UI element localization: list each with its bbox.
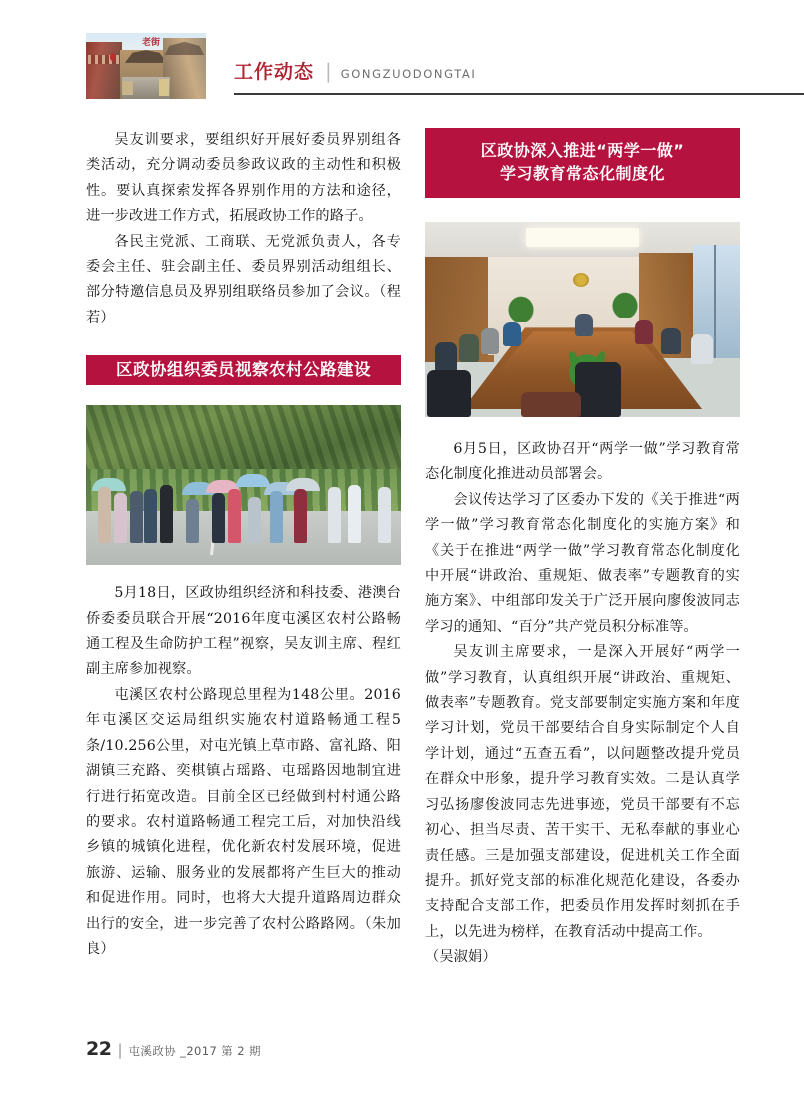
- two-studies-paragraph-3: 吴友训主席要求，一是深入开展好“两学一做”学习教育，认真组织开展“讲政治、重规矩、做表率”专题教育。党支部要制定实施方案和年度学习计划，党员干部要结合自身实际制定个人自学计划，通过“五查五看”，以问题整改提升党员在群众中形象，提升学习教育实效。二是认真学习弘扬廖俊波同志先进事迹，党员干部要有不忘初心、担当尽责、苦干实干、无私奉献的事业心责任感。三是加强支部建设，促进机关工作全面提升。抓好党支部的标准化规范化建设，各委办支持配合支部工作，把委员作用发挥时刻抓在手上，以先进为榜样，在教育活动中提高工作。: [425, 644, 740, 940]
- photo-umbrella: [236, 474, 270, 487]
- two-studies-paragraph-2: 会议传达学习了区委办下发的《关于推进“两学一做”学习教育常态化制度化的实施方案》和《关于在推进“两学一做”学习教育常态化制度化中开展“讲政治、重规矩、做表率”专题教育的实施方案》、中组部印发关于广泛开展向廖俊波同志学习的通知、“百分”共产党员积分标准等。: [425, 491, 740, 635]
- photo-attendee-foreground: [575, 362, 621, 417]
- masthead-rule: [234, 93, 804, 95]
- photo-attendee: [459, 334, 479, 362]
- photo-person: [248, 497, 261, 543]
- tunxi-old-street-photo: [86, 33, 206, 99]
- photo-person: [160, 485, 173, 543]
- photo-person: [114, 493, 127, 543]
- rural-road-paragraph-1: 5月18日，区政协组织经济和科技委、港澳台侨委委员联合开展“2016年度屯溪区农村公路畅通工程及生命防护工程”视察，吴友训主席、程红副主席参加视察。: [86, 585, 401, 678]
- two-studies-paragraph-1: 6月5日，区政协召开“两学一做”学习教育常态化制度化推进动员部署会。: [425, 441, 740, 483]
- section-title-cn: 工作动态: [234, 61, 315, 83]
- conference-meeting-photo: [425, 222, 740, 417]
- continued-paragraph-2: 各民主党派、工商联、无党派负责人，各专委会主任、驻会副主任、委员界别活动组组长、部分特邀信息员及界别组联络员参加了会议。（程若）: [86, 233, 401, 326]
- masthead-title: [234, 61, 476, 82]
- photo-shop-right: [159, 79, 169, 96]
- photo-person: [294, 489, 307, 543]
- photo-person: [186, 499, 199, 543]
- photo-person: [270, 491, 283, 543]
- photo-lantern: [110, 53, 115, 61]
- spacer: [86, 385, 401, 405]
- heading-line-2: 学习教育常态化制度化: [499, 164, 665, 183]
- spacer: [425, 198, 740, 222]
- left-column: [86, 128, 401, 962]
- rural-road-inspection-photo: [86, 405, 401, 565]
- photo-attendee: [691, 334, 713, 364]
- page-number: 22: [86, 1038, 112, 1060]
- two-studies-byline: （吴淑娟）: [425, 949, 497, 966]
- right-column: [425, 128, 740, 971]
- photo-attendee: [503, 322, 521, 346]
- old-street-seal-caption: 老街: [141, 38, 160, 48]
- photo-potted-plant-left: [504, 292, 538, 322]
- photo-attendee: [661, 328, 681, 354]
- rural-road-paragraph-2: 屯溪区农村公路现总里程为148公里。2016年屯溪区交运局组织实施农村道路畅通工程5条/10.256公里，对屯光镇上草市路、富礼路、阳湖镇三充路、奕棋镇占瑶路、屯瑶路因地制宜进行进行拓宽改造。目前全区已经做到村村通公路的要求。农村道路畅通工程完工后，对加快沿线乡镇的城镇化进程，优化新农村发展环境，促进旅游、运输、服务业的发展都将产生巨大的推动和促进作用。同时，也将大大提升道路周边群众出行的安全，进一步完善了农村公路路网。（朱加良）: [86, 686, 401, 957]
- photo-person: [328, 487, 341, 543]
- photo-person: [98, 487, 111, 543]
- footer-separator: |: [117, 1041, 123, 1059]
- photo-attendee: [635, 320, 653, 344]
- photo-chair: [521, 392, 581, 417]
- page-footer: [86, 1038, 261, 1060]
- photo-shop-left: [122, 81, 133, 96]
- masthead-separator: |: [325, 59, 332, 83]
- photo-attendee: [481, 328, 499, 354]
- article-heading-two-studies: [425, 128, 740, 198]
- photo-person: [212, 493, 225, 543]
- spacer: [86, 565, 401, 581]
- photo-person: [228, 489, 241, 543]
- article-heading-rural-road: 区政协组织委员视察农村公路建设: [86, 355, 401, 385]
- photo-person: [130, 491, 143, 543]
- photo-inspection-group: [86, 450, 401, 543]
- masthead: [86, 33, 718, 101]
- photo-national-emblem: [573, 273, 589, 287]
- spacer: [425, 417, 740, 437]
- photo-ceiling-light: [526, 228, 639, 248]
- photo-building-left: [86, 42, 122, 99]
- photo-person: [378, 487, 391, 543]
- continued-paragraph-1: 吴友训要求，要组织好开展好委员界别组各类活动，充分调动委员参政议政的主动性和积极性。要认真探索发挥各界别作用的方法和途径，进一步改进工作方式，拓展政协工作的路子。: [86, 132, 401, 225]
- photo-attendee: [575, 314, 593, 336]
- photo-person: [348, 485, 361, 543]
- photo-potted-plant-right: [608, 288, 642, 318]
- heading-line-1: 区政协深入推进“两学一做”: [480, 141, 685, 160]
- photo-person: [144, 489, 157, 543]
- photo-attendee-foreground: [427, 370, 471, 417]
- section-title-en: GONGZUODONGTAI: [340, 67, 477, 81]
- publication-label: 屯溪政协 _2017 第 2 期: [128, 1044, 261, 1058]
- photo-attendee: [435, 342, 457, 372]
- spacer: [86, 331, 401, 355]
